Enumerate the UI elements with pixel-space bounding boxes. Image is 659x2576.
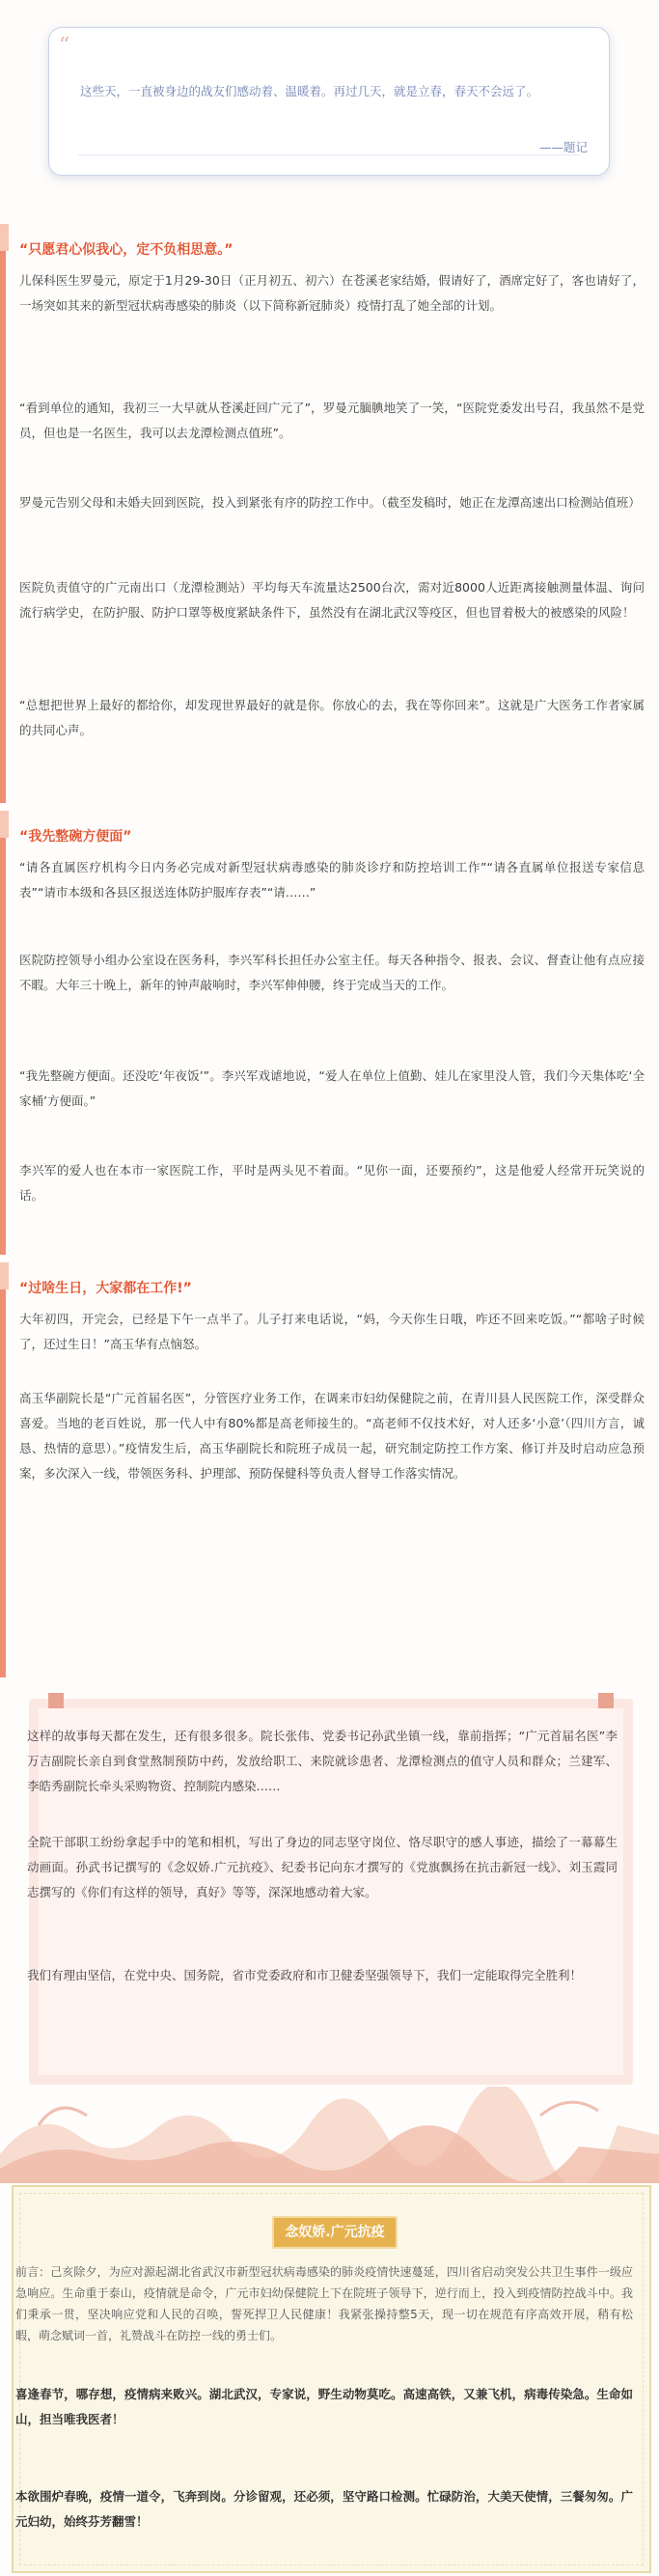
paragraph: “我先整碗方便面。还没吃‘年夜饭’”。李兴军戏谑地说，“爱人在单位上值勤、娃儿在家里没人管，我们今天集体吃‘全家桶’方便面。” (19, 1068, 645, 1108)
paragraph: 李兴军的爱人也在本市一家医院工作，平时是两头见不着面。“见你一面，还要预约”，这是他爱人经常开玩笑说的话。 (19, 1163, 645, 1203)
paragraph: 高玉华副院长是“广元首届名医”，分管医疗业务工作，在调来市妇幼保健院之前，在青川县人民医院工作，深受群众喜爱。当地的老百姓说，那一代人中有80%都是高老师接生的。“高老师不仅技术好，对人还多‘小意’（四川方言，诚恳、热情的意思）。”疫情发生后，高玉华副院长和院班子成员一起，研究制定防控工作方案、修订并及时启动应急预案，多次深入一线，带领医务科、护理部、预防保健科等负责人督导工作落实情况。 (19, 1391, 645, 1481)
section-heading: “只愿君心似我心，定不负相思意。” (19, 242, 233, 258)
story-paragraph: 我们有理由坚信，在党中央、国务院，省市党委政府和市卫健委坚强领导下，我们一定能取得完全胜利！ (27, 1968, 583, 1982)
intro-text: 这些天，一直被身边的战友们感动着、温暖着。再过几天，就是立春，春天不会远了。 (80, 84, 539, 98)
paragraph: 大年初四，开完会，已经是下午一点半了。儿子打来电话说，“妈，今天你生日哦，咋还不回来吃饭。”“都啥子时候了，还过生日！”高玉华有点恼怒。 (19, 1312, 645, 1351)
section-rail (0, 224, 6, 803)
section-heading: “我先整碗方便面” (19, 829, 132, 845)
poem-preface: 前言：己亥除夕，为应对源起湖北省武汉市新型冠状病毒感染的肺炎疫情快速蔓延，四川省启动突发公共卫生事件一级应急响应。生命重于泰山，疫情就是命令，广元市妇幼保健院上下在院班子领导下，逆行而上，投入到疫情防控战斗中。我们秉承一贯，坚决响应党和人民的召唤，誓死捍卫人民健康！我紧张操持整5天，现一切在规范有序高效开展，稍有松暇，萌念赋词一首，礼赞战斗在防控一线的勇士们。 (15, 2265, 633, 2342)
story-paragraph: 全院干部职工纷纷拿起手中的笔和相机，写出了身边的同志坚守岗位、恪尽职守的感人事迹，描绘了一幕幕生动画面。孙武书记撰写的《念奴娇.广元抗疫》、纪委书记向东才撰写的《党旗飘扬在抗击新冠一线》、刘玉霞同志撰写的《你们有这样的领导，真好》等等，深深地感动着大家。 (27, 1835, 618, 1899)
section-rail-accent (0, 1262, 9, 1289)
section-rail (0, 811, 6, 1255)
corner-notch (48, 1693, 64, 1708)
intro-signature: ——题记 (538, 140, 588, 154)
quote-mark-icon: “ (59, 34, 70, 58)
paragraph: “请各直属医疗机构今日内务必完成对新型冠状病毒感染的肺炎诊疗和防控培训工作”“请各直属单位报送专家信息表”“请市本级和各县区报送连体防护服库存表”“请……” (19, 860, 645, 900)
poem-stanza: 喜逢春节，哪存想，疫情病来败兴。湖北武汉，专家说，野生动物莫吃。高速高铁，又兼飞机，病毒传染急。生命如山，担当唯我医者！ (15, 2387, 633, 2426)
top-fragment (289, 0, 376, 6)
paragraph: “总想把世界上最好的都给你，却发现世界最好的就是你。你放心的去，我在等你回来”。这就是广大医务工作者家属的共同心声。 (19, 698, 645, 737)
poem-stanza: 本欲围炉春晚，疫情一道令，飞奔到岗。分诊留观，还必须，坚守路口检测。忙碌防治，大美天使情，三餐匆匆。广元妇幼，始终芬芳翻雪！ (15, 2489, 633, 2529)
section-heading: “过啥生日，大家都在工作!” (19, 1281, 192, 1296)
corner-notch (598, 1693, 614, 1708)
section-rail (0, 1262, 6, 1677)
paragraph: 儿保科医生罗曼元，原定于1月29-30日（正月初五、初六）在苍溪老家结婚，假请好了，酒席定好了，客也请好了，一场突如其来的新型冠状病毒感染的肺炎（以下简称新冠肺炎）疫情打乱了她全部的计划。 (19, 273, 645, 313)
divider (78, 154, 580, 155)
poem-title: 念奴娇.广元抗疫 (272, 2216, 398, 2249)
section-rail-accent (0, 224, 9, 251)
wave-decoration (0, 2087, 659, 2183)
paragraph: 医院防控领导小组办公室设在医务科，李兴军科长担任办公室主任。每天各种指令、报表、会议、督查让他有点应接不暇。大年三十晚上，新年的钟声敲响时，李兴军伸伸腰，终于完成当天的工作。 (19, 953, 645, 992)
intro-card (48, 27, 610, 176)
paragraph: “看到单位的通知，我初三一大早就从苍溪赶回广元了”，罗曼元腼腆地笑了一笑，“医院党委发出号召，我虽然不是党员，但也是一名医生，我可以去龙潭检测点值班”。 (19, 401, 645, 440)
section-rail-accent (0, 811, 9, 838)
paragraph: 医院负责值守的广元南出口（龙潭检测站）平均每天车流量达2500台次，需对近8000人近距离接触测量体温、询问流行病学史，在防护服、防护口罩等极度紧缺条件下，虽然没有在湖北武汉等疫区，但也冒着极大的被感染的风险！ (19, 580, 645, 620)
story-paragraph: 这样的故事每天都在发生，还有很多很多。院长张伟、党委书记孙武坐镇一线，靠前指挥；“广元首届名医”李万吉副院长亲自到食堂熬制预防中药，发放给职工、来院就诊患者、龙潭检测点的值守人员和群众；兰建军、李皓秀副院长牵头采购物资、控制院内感染…… (27, 1729, 618, 1793)
paragraph: 罗曼元告别父母和未婚夫回到医院，投入到紧张有序的防控工作中。（截至发稿时，她正在龙潭高速出口检测站值班） (19, 495, 641, 510)
